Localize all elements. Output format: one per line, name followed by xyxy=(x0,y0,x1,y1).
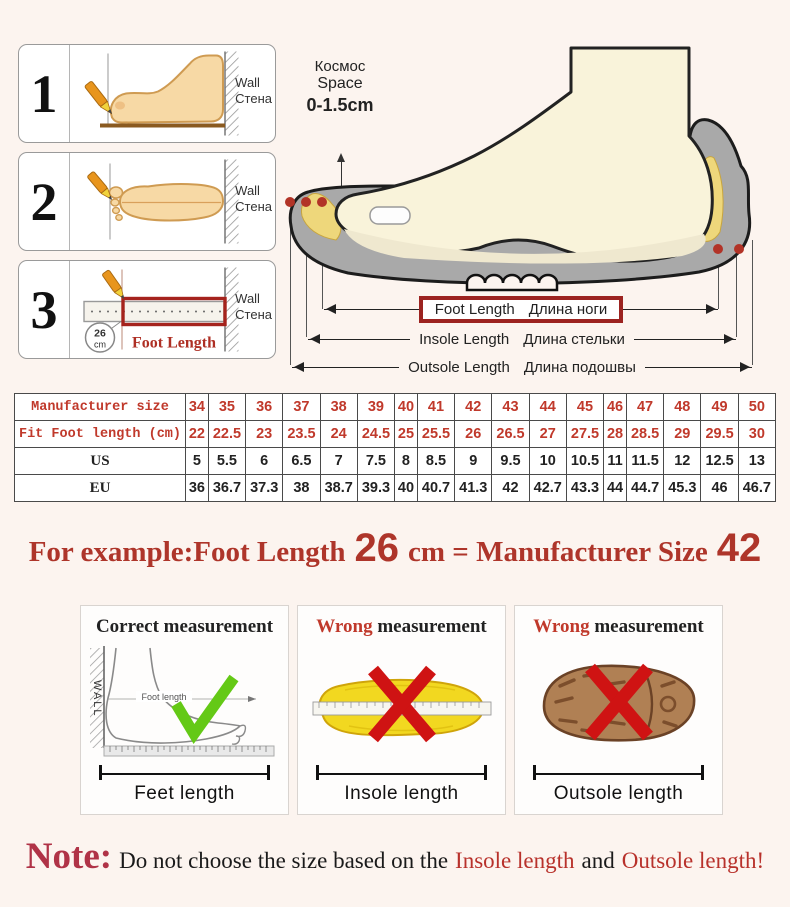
size-cell: 11 xyxy=(604,448,627,475)
size-cell: 8.5 xyxy=(417,448,454,475)
check-icon xyxy=(176,678,234,734)
size-cell: 27 xyxy=(529,421,566,448)
step-3 xyxy=(18,260,276,359)
title-rest: measurement xyxy=(377,616,487,637)
size-cell: 8 xyxy=(395,448,418,475)
row-label: US xyxy=(15,448,186,475)
size-cell: 7 xyxy=(320,448,357,475)
title-rest: measurement xyxy=(594,616,704,637)
example-line xyxy=(0,526,790,571)
note-text-2: and xyxy=(581,848,615,873)
size-cell: 23.5 xyxy=(283,421,320,448)
size-cell: 45.3 xyxy=(664,475,701,502)
step-2-number: 2 xyxy=(19,153,70,250)
size-cell: 10.5 xyxy=(566,448,603,475)
wrong-insole-title xyxy=(298,616,505,638)
size-cell: 26.5 xyxy=(492,421,529,448)
wall-label-ru: Стена xyxy=(235,307,272,322)
row-label: Manufacturer size xyxy=(15,394,186,421)
length-bracket xyxy=(99,765,270,780)
wall-vertical-label: WALL xyxy=(90,680,103,718)
size-cell: 5 xyxy=(186,448,209,475)
outsole-icon xyxy=(522,642,716,764)
size-cell: 29 xyxy=(664,421,701,448)
note-line xyxy=(0,835,790,878)
step-1 xyxy=(18,44,276,143)
insole-length-measure-label xyxy=(410,330,634,349)
size-cell: 38.7 xyxy=(320,475,357,502)
arrowhead-left-icon xyxy=(305,334,320,344)
size-cell: 49 xyxy=(701,394,738,421)
foot-length-ru: Длина ноги xyxy=(528,300,608,318)
size-cell: 41.3 xyxy=(455,475,492,502)
step-1-illustration xyxy=(70,45,275,142)
size-cell: 46.7 xyxy=(738,475,775,502)
wrong-outsole-title xyxy=(515,616,722,638)
size-cell: 45 xyxy=(566,394,603,421)
size-cell: 25 xyxy=(395,421,418,448)
size-cell: 44 xyxy=(529,394,566,421)
size-cell: 40 xyxy=(395,394,418,421)
insole-icon xyxy=(305,642,499,764)
size-cell: 40.7 xyxy=(417,475,454,502)
step-3-wall-label xyxy=(235,291,272,323)
size-cell: 36.7 xyxy=(208,475,245,502)
outsole-length-ru: Длина подошвы xyxy=(523,358,636,376)
size-cell: 36 xyxy=(186,475,209,502)
correct-measurement-box xyxy=(80,605,289,815)
foot-length-en: Foot Length xyxy=(434,300,515,318)
size-cell: 9.5 xyxy=(492,448,529,475)
example-middle: cm = Manufacturer Size xyxy=(408,536,708,568)
size-table-body xyxy=(15,394,776,502)
outsole-length-arrow xyxy=(290,354,754,380)
size-cell: 7.5 xyxy=(357,448,394,475)
table-row xyxy=(15,394,776,421)
size-cell: 22.5 xyxy=(208,421,245,448)
insole-length-ru: Длина стельки xyxy=(523,330,625,348)
shoe-diagram xyxy=(284,44,780,389)
measuring-steps xyxy=(18,44,276,389)
size-cell: 47 xyxy=(626,394,663,421)
foot-length-label: Foot Length xyxy=(132,334,216,352)
size-cell: 27.5 xyxy=(566,421,603,448)
step-1-number: 1 xyxy=(19,45,70,142)
foot-length-small-label: Foot length xyxy=(140,692,187,702)
step-3-illustration xyxy=(70,261,275,358)
size-cell: 50 xyxy=(738,394,775,421)
size-cell: 6.5 xyxy=(283,448,320,475)
size-cell: 28.5 xyxy=(626,421,663,448)
insole-length-en: Insole Length xyxy=(419,330,510,348)
row-label: Fit Foot length (cm) xyxy=(15,421,186,448)
size-cell: 38 xyxy=(283,475,320,502)
size-cell: 40 xyxy=(395,475,418,502)
size-cell: 41 xyxy=(417,394,454,421)
step-2-wall-label xyxy=(235,183,272,215)
wrong-insole-caption: Insole length xyxy=(344,783,459,804)
example-prefix: For example:Foot Length xyxy=(28,536,346,568)
step-2-illustration xyxy=(70,153,275,250)
size-cell: 10 xyxy=(529,448,566,475)
size-cell: 42 xyxy=(492,475,529,502)
size-cell: 36 xyxy=(246,394,283,421)
size-cell: 13 xyxy=(738,448,775,475)
length-bracket xyxy=(533,765,704,780)
size-cell: 46 xyxy=(701,475,738,502)
size-cell: 22 xyxy=(186,421,209,448)
size-cell: 24 xyxy=(320,421,357,448)
note-prefix: Note: xyxy=(25,836,113,877)
row-label: EU xyxy=(15,475,186,502)
size-cell: 29.5 xyxy=(701,421,738,448)
size-cell: 5.5 xyxy=(208,448,245,475)
svg-text:26: 26 xyxy=(94,327,106,340)
arrowhead-left-icon xyxy=(321,304,336,314)
wall-label-ru: Стена xyxy=(235,199,272,214)
space-label-en: Space xyxy=(317,75,363,92)
size-cell: 23 xyxy=(246,421,283,448)
size-cell: 37.3 xyxy=(246,475,283,502)
example-size-value: 42 xyxy=(716,526,762,570)
foot-length-measure-label xyxy=(419,296,624,323)
size-cell: 37 xyxy=(283,394,320,421)
measurement-example-boxes xyxy=(80,605,790,815)
title-accent: Correct xyxy=(95,616,159,637)
size-cell: 30 xyxy=(738,421,775,448)
arrowhead-right-icon xyxy=(740,362,755,372)
size-cell: 42 xyxy=(455,394,492,421)
space-value: 0-1.5cm xyxy=(306,95,374,115)
size-cell: 24.5 xyxy=(357,421,394,448)
correct-foot-measure-icon xyxy=(88,642,282,764)
size-cell: 43 xyxy=(492,394,529,421)
correct-box-title xyxy=(81,616,288,638)
title-rest: measurement xyxy=(163,616,274,637)
size-cell: 44 xyxy=(604,475,627,502)
outsole-length-measure-label xyxy=(399,358,645,377)
size-cell: 12 xyxy=(664,448,701,475)
wall-label-ru: Стена xyxy=(235,91,272,106)
table-row xyxy=(15,475,776,502)
wrong-outsole-box xyxy=(514,605,723,815)
size-cell: 6 xyxy=(246,448,283,475)
size-cell: 43.3 xyxy=(566,475,603,502)
note-text-1: Do not choose the size based on the xyxy=(119,848,449,873)
size-cell: 48 xyxy=(664,394,701,421)
outsole-length-en: Outsole Length xyxy=(408,358,510,376)
size-cell: 44.7 xyxy=(626,475,663,502)
example-foot-length-value: 26 xyxy=(354,526,400,570)
size-cell: 46 xyxy=(604,394,627,421)
size-cell: 9 xyxy=(455,448,492,475)
space-label-ru: Космос xyxy=(314,58,366,75)
size-table xyxy=(14,393,776,502)
step-2 xyxy=(18,152,276,251)
table-row xyxy=(15,448,776,475)
size-cell: 42.7 xyxy=(529,475,566,502)
wrong-insole-box xyxy=(297,605,506,815)
top-section xyxy=(0,0,790,389)
size-cell: 39.3 xyxy=(357,475,394,502)
toe-space-label xyxy=(284,58,396,116)
table-row xyxy=(15,421,776,448)
wall-label-en: Wall xyxy=(235,291,260,306)
title-accent: Wrong xyxy=(316,616,373,637)
foot-length-arrow xyxy=(322,296,720,322)
wall-label-en: Wall xyxy=(235,183,260,198)
size-cell: 35 xyxy=(208,394,245,421)
note-highlight-insole: Insole length xyxy=(455,848,575,873)
arrowhead-right-icon xyxy=(706,304,721,314)
note-highlight-outsole: Outsole length! xyxy=(621,848,765,873)
arrowhead-right-icon xyxy=(724,334,739,344)
title-accent: Wrong xyxy=(533,616,590,637)
size-cell: 28 xyxy=(604,421,627,448)
svg-text:cm: cm xyxy=(94,339,106,350)
size-cell: 26 xyxy=(455,421,492,448)
step-3-number: 3 xyxy=(19,261,70,358)
correct-box-caption: Feet length xyxy=(134,783,235,804)
step-1-wall-label xyxy=(235,75,272,107)
size-cell: 34 xyxy=(186,394,209,421)
arrowhead-left-icon xyxy=(289,362,304,372)
size-cell: 39 xyxy=(357,394,394,421)
insole-length-arrow xyxy=(306,326,738,352)
wall-label-en: Wall xyxy=(235,75,260,90)
length-bracket xyxy=(316,765,487,780)
size-cell: 25.5 xyxy=(417,421,454,448)
size-cell: 38 xyxy=(320,394,357,421)
wrong-outsole-caption: Outsole length xyxy=(553,783,684,804)
size-cell: 12.5 xyxy=(701,448,738,475)
size-cell: 11.5 xyxy=(626,448,663,475)
